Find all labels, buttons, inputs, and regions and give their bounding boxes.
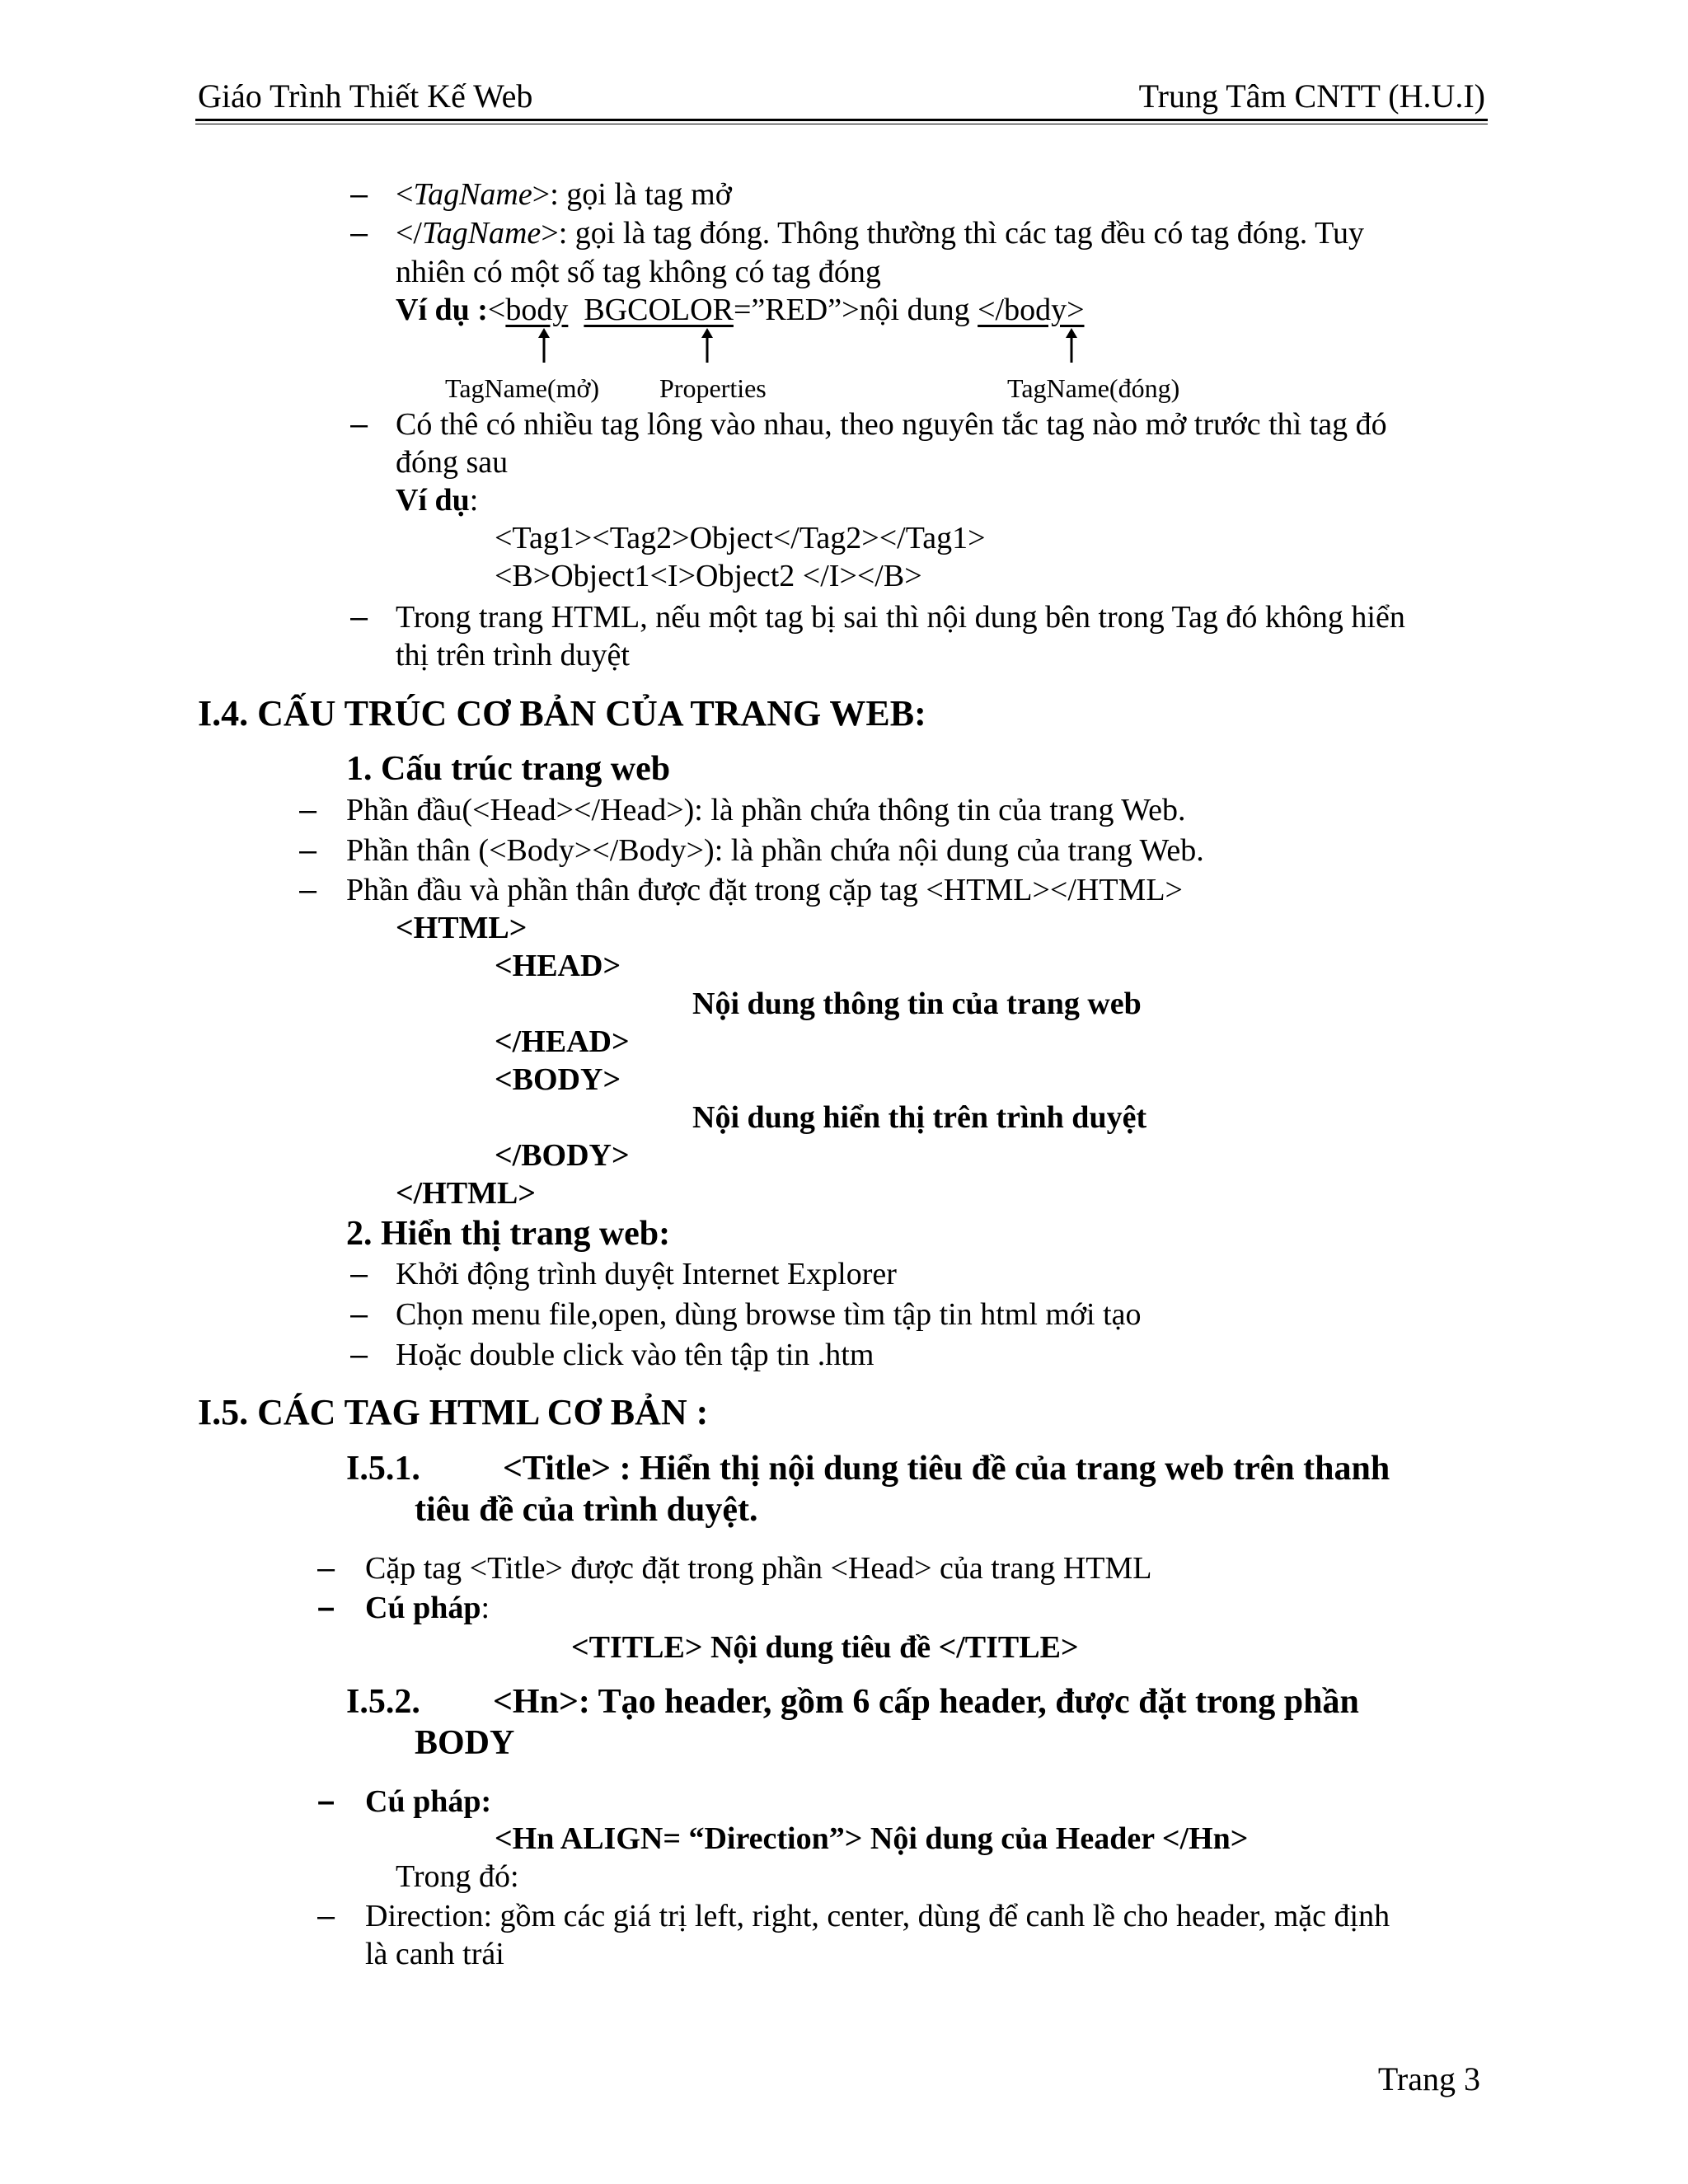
bullet-dash: – [350,600,368,635]
close-tag-line: </TagName>: gọi là tag đóng. Thông thường thì các tag đều có tag đóng. Tuy [396,216,1364,251]
code-body-content: Nội dung hiển thị trên trình duyệt [692,1100,1147,1135]
example-rest: =”RED”>nội dung [733,293,978,327]
section-i4-heading: I.4. CẤU TRÚC CƠ BẢN CỦA TRANG WEB: [198,693,926,733]
code-body-open: <BODY> [495,1062,621,1097]
display-step-3: Hoặc double click vào tên tập tin .htm [396,1338,874,1372]
header-right-title: Trung Tâm CNTT (H.U.I) [1138,77,1485,115]
arrow-label-properties: Properties [659,373,767,403]
up-arrow-icon [699,328,715,365]
i52-title: <Hn>: Tạo header, gồm 6 cấp header, được đặt trong phần [493,1683,1359,1721]
open-tag-line: <TagName>: gọi là tag mở [396,177,732,212]
nest-code-1: <Tag1><Tag2>Object</Tag2></Tag1> [495,521,986,555]
hn-syntax-code: <Hn ALIGN= “Direction”> Nội dung của Header </Hn> [495,1821,1249,1856]
example-body-close: </body> [978,293,1085,327]
bullet-dash: – [350,1338,368,1372]
nest-example-line: Ví dụ: [396,483,479,518]
i4-bullet-head: Phần đầu(<Head></Head>): là phần chứa thông tin của trang Web. [346,793,1186,827]
nest-example-label: Ví dụ [396,483,470,518]
code-html-close: </HTML> [396,1176,536,1211]
i51-title-cont: tiêu đề của trình duyệt. [415,1491,758,1529]
close-tag-name: TagName [422,216,542,251]
nesting-rule-cont: đóng sau [396,445,509,480]
arrow-label-tagname-close: TagName(đóng) [1007,373,1180,403]
code-body-close: </BODY> [495,1138,630,1173]
open-tag-name: TagName [413,177,532,212]
up-arrow-icon [536,328,552,365]
arrow-label-tagname-open: TagName(mở) [445,373,600,403]
bullet-dash: – [350,1257,368,1291]
example-label: Ví dụ : [396,293,488,327]
bullet-dash: – [299,833,317,868]
title-syntax-colon: : [481,1591,490,1625]
bullet-dash: – [317,1899,335,1933]
example-body-open: body [505,293,569,327]
i4-sub2-heading: 2. Hiển thị trang web: [346,1215,671,1253]
code-head-open: <HEAD> [495,949,621,983]
section-i5-heading: I.5. CÁC TAG HTML CƠ BẢN : [198,1392,709,1432]
bullet-dash: – [350,1297,368,1332]
wrong-tag-line: Trong trang HTML, nếu một tag bị sai thì nội dung bên trong Tag đó không hiển [396,600,1405,635]
bullet-dash: – [299,873,317,907]
bullet-dash: – [350,177,368,212]
bullet-dash: – [299,793,317,827]
wrong-tag-cont: thị trên trình duyệt [396,638,630,673]
example-line: Ví dụ :<body BGCOLOR=”RED”>nội dung </body> [396,293,1085,327]
header-rule [195,119,1488,121]
bullet-dash: – [317,1591,335,1625]
code-head-content: Nội dung thông tin của trang web [692,987,1142,1021]
open-tag-desc: : gọi là tag mở [550,177,732,212]
close-tag-desc-cont: nhiên có một số tag không có tag đóng [396,255,881,289]
bullet-dash: – [350,407,368,442]
bullet-dash: – [317,1784,335,1819]
display-step-1: Khởi động trình duyệt Internet Explorer [396,1257,897,1291]
direction-desc: Direction: gồm các giá trị left, right, center, dùng để canh lề cho header, mặc định [365,1899,1390,1933]
i4-bullet-body: Phần thân (<Body></Body>): là phần chứa nội dung của trang Web. [346,833,1204,868]
header-left-title: Giáo Trình Thiết Kế Web [198,77,533,115]
i52-number: I.5.2. [346,1683,420,1721]
bullet-dash: – [317,1551,335,1586]
i51-number: I.5.1. [346,1450,420,1488]
display-step-2: Chọn menu file,open, dùng browse tìm tập tin html mới tạo [396,1297,1142,1332]
hn-syntax-label: Cú pháp: [365,1784,492,1819]
code-head-close: </HEAD> [495,1024,630,1059]
code-html-open: <HTML> [396,911,528,945]
i51-title: <Title> : Hiển thị nội dung tiêu đề của trang web trên thanh [503,1450,1390,1488]
title-syntax-label: Cú pháp [365,1591,481,1625]
i52-title-cont: BODY [415,1724,515,1762]
page-number: Trang 3 [1377,2060,1480,2097]
i4-sub1-heading: 1. Cấu trúc trang web [346,750,671,788]
title-syntax-label-line [365,1589,490,1627]
i4-bullet-html: Phần đầu và phần thân được đặt trong cặp tag <HTML></HTML> [346,873,1183,907]
hn-where-label: Trong đó: [396,1859,519,1894]
up-arrow-icon [1063,328,1080,365]
nesting-rule-line: Có thê có nhiều tag lông vào nhau, theo nguyên tắc tag nào mở trước thì tag đó [396,407,1387,442]
nest-code-2: <B>Object1<I>Object2 </I></B> [495,559,922,593]
example-bgcolor: BGCOLOR [584,293,734,327]
bullet-dash: – [350,216,368,251]
direction-desc-cont: là canh trái [365,1937,504,1971]
close-tag-desc: : gọi là tag đóng. Thông thường thì các tag đều có tag đóng. Tuy [558,216,1364,251]
title-tag-placement: Cặp tag <Title> được đặt trong phần <Head> của trang HTML [365,1551,1152,1586]
title-syntax-code: <TITLE> Nội dung tiêu đề </TITLE> [571,1630,1079,1665]
